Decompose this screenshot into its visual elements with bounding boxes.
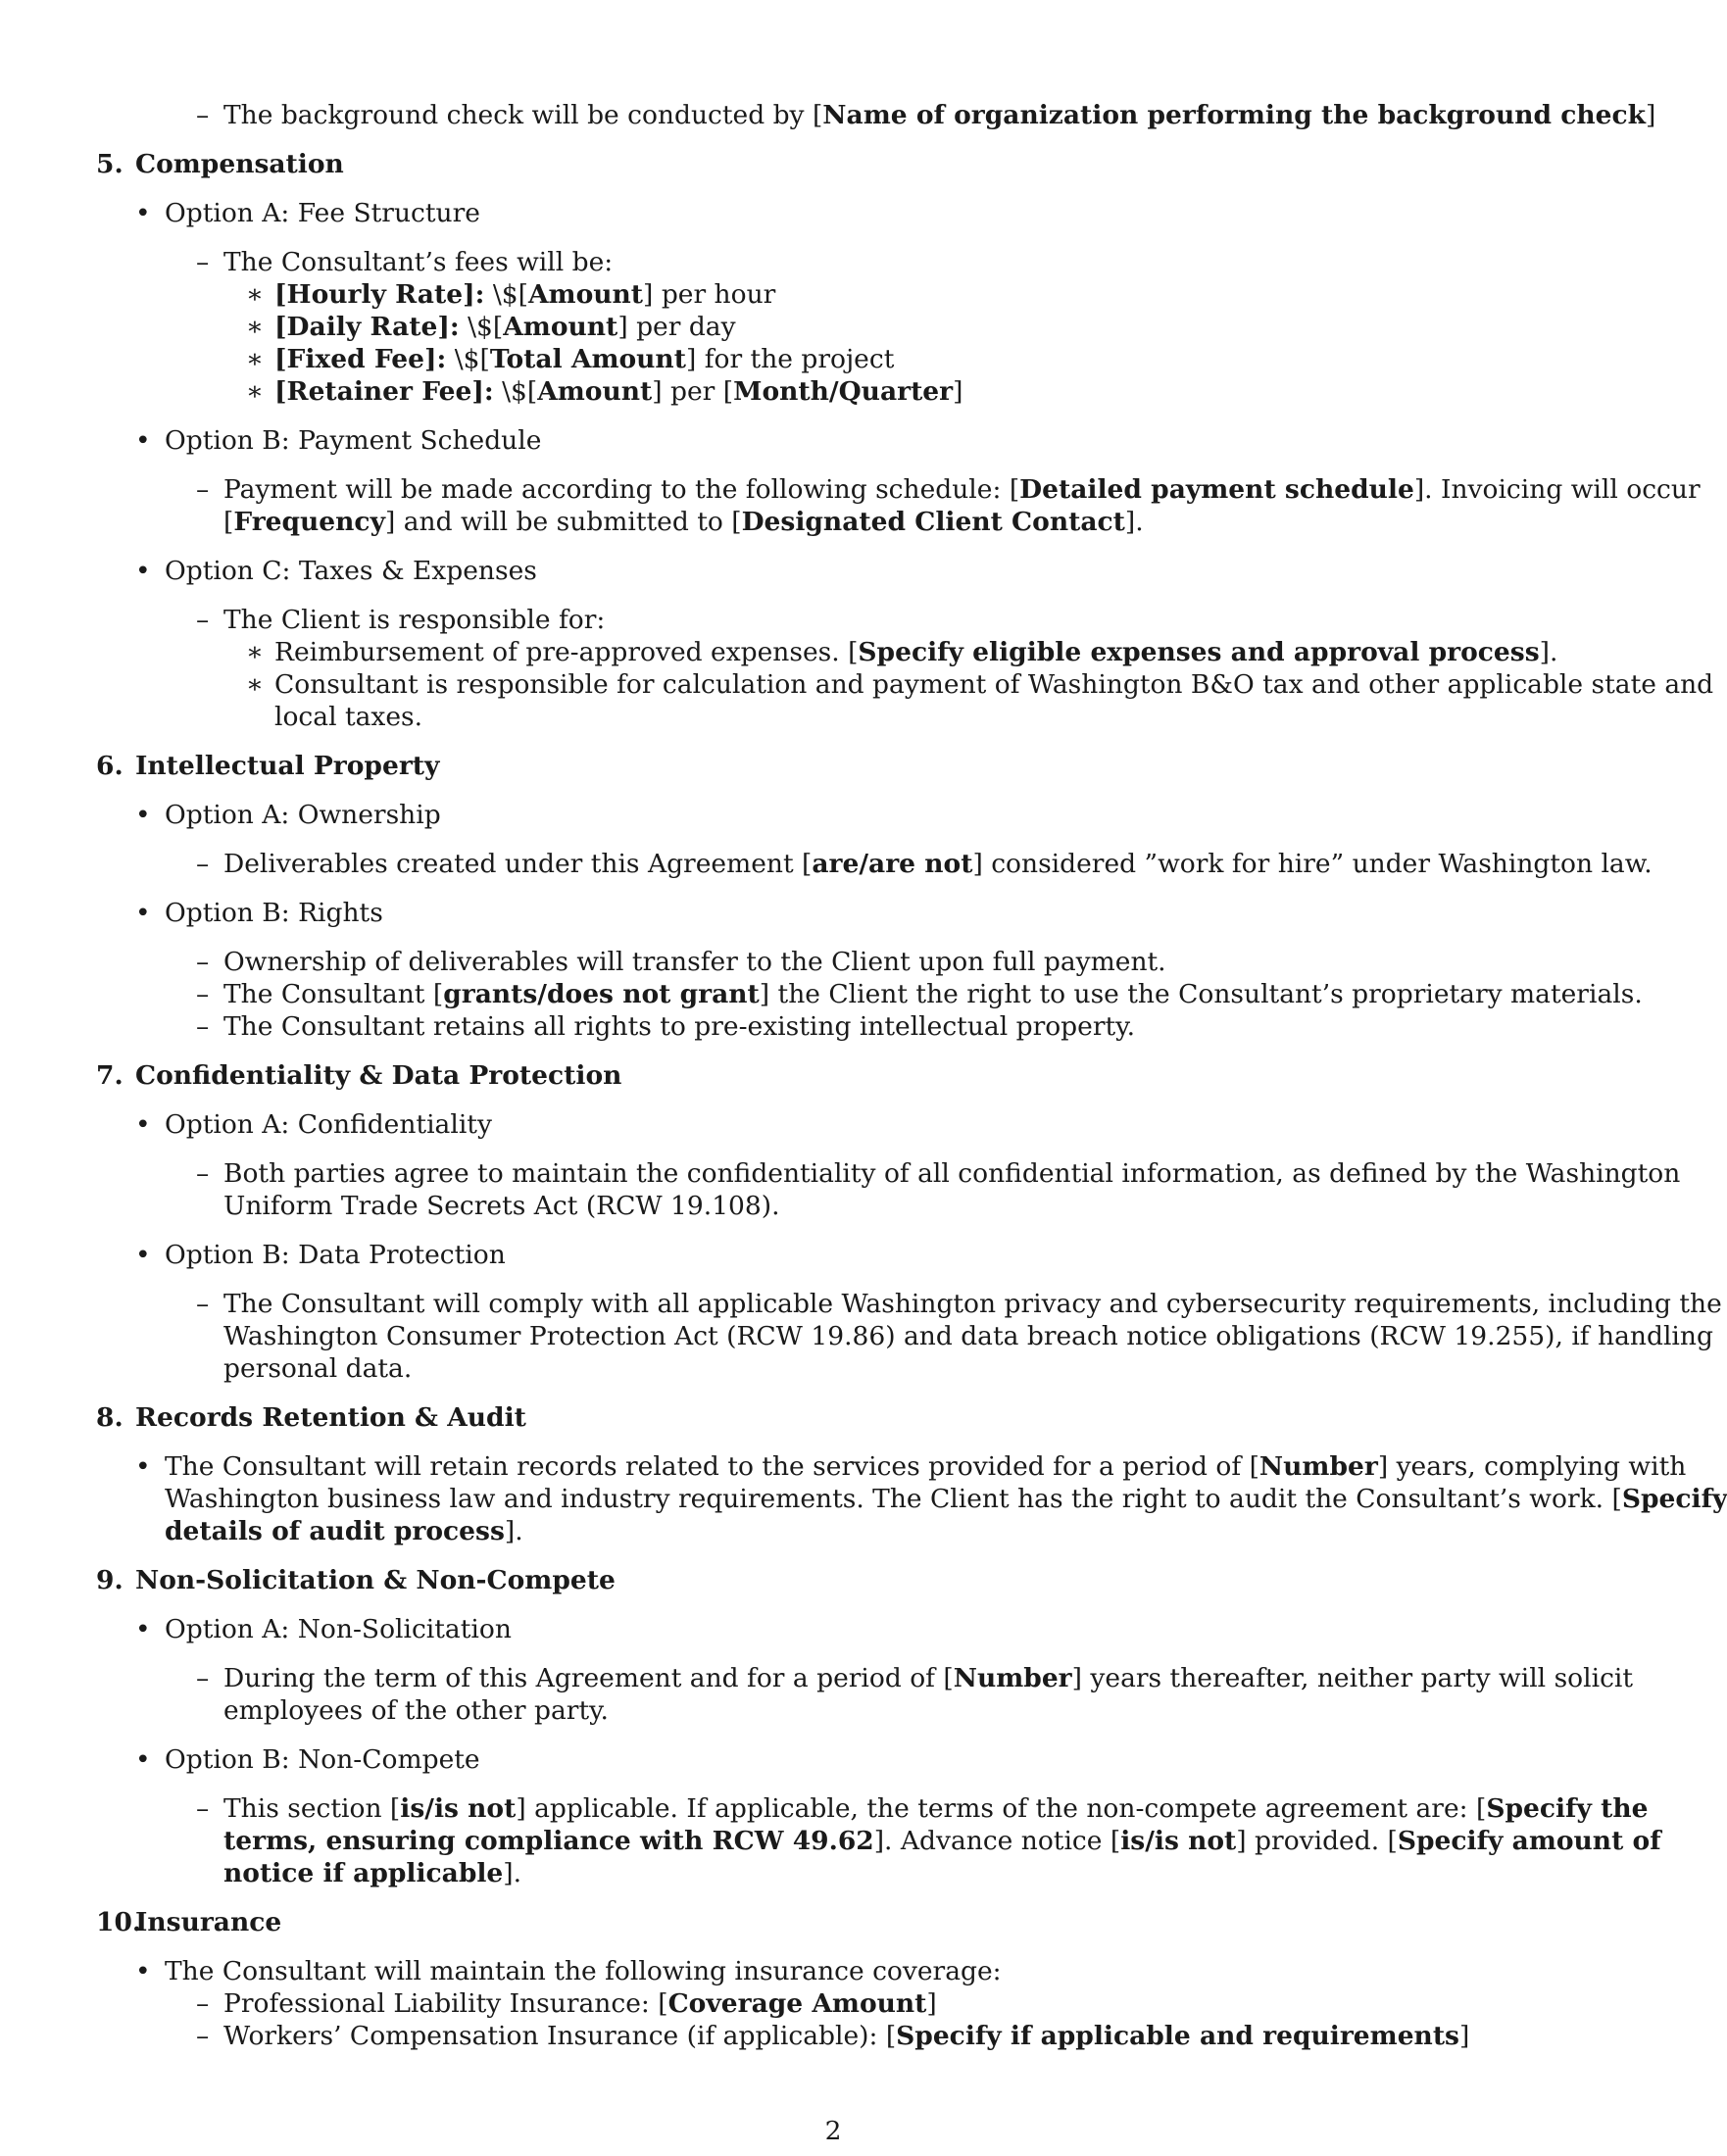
insurance-item: Professional Liability Insurance: [Coverage Amount]	[223, 1988, 937, 2019]
fee-item: [Daily Rate]: \$[Amount] per day	[274, 312, 736, 342]
tax-item-line-1: Consultant is responsible for calculation and payment of Washington B&O tax and other applicable state and	[274, 669, 1714, 700]
non-solicitation-line-1: During the term of this Agreement and for a period of [Number] years thereafter, neither party will solicit	[223, 1663, 1634, 1693]
dash-marker: –	[196, 849, 210, 879]
star-marker: ∗	[246, 344, 265, 374]
insurance-item: Workers’ Compensation Insurance (if applicable): [Specify if applicable and requirements]	[223, 2021, 1470, 2051]
star-marker: ∗	[246, 376, 265, 407]
bullet-marker: •	[135, 800, 151, 830]
rights-item: Ownership of deliverables will transfer to the Client upon full payment.	[223, 947, 1166, 977]
dash-marker: –	[196, 474, 210, 505]
section-6-heading: 6. Intellectual Property	[96, 751, 440, 781]
option-label: Option B: Payment Schedule	[165, 425, 542, 456]
bullet-marker: •	[135, 898, 151, 928]
bullet-marker: •	[135, 198, 151, 228]
bullet-marker: •	[135, 1240, 151, 1270]
dash-marker: –	[196, 1289, 210, 1319]
expenses-item: Reimbursement of pre-approved expenses. [Specify eligible expenses and approval process].	[274, 637, 1558, 667]
dash-marker: –	[196, 1158, 210, 1189]
dash-marker: –	[196, 100, 210, 130]
option-label: Option A: Non-Solicitation	[165, 1614, 512, 1644]
page-number: 2	[824, 2116, 842, 2146]
bullet-marker: •	[135, 1956, 151, 1986]
background-check-item: The background check will be conducted by [Name of organization performing the background check]	[223, 100, 1656, 130]
non-compete-line-1: This section [is/is not] applicable. If applicable, the terms of the non-compete agreement are: [Specify the	[223, 1793, 1649, 1824]
fee-item: [Hourly Rate]: \$[Amount] per hour	[274, 279, 776, 310]
data-protection-line-1: The Consultant will comply with all applicable Washington privacy and cybersecurity requirements, including the	[223, 1289, 1722, 1319]
dash-marker: –	[196, 947, 210, 977]
fees-intro: The Consultant’s fees will be:	[223, 247, 614, 277]
bullet-marker: •	[135, 556, 151, 586]
fee-item: [Fixed Fee]: \$[Total Amount] for the project	[274, 344, 895, 374]
option-label: Option B: Non-Compete	[165, 1744, 480, 1775]
option-label: Option A: Confidentiality	[165, 1109, 492, 1140]
fee-item: [Retainer Fee]: \$[Amount] per [Month/Quarter]	[274, 376, 963, 407]
dash-marker: –	[196, 1663, 210, 1693]
bullet-marker: •	[135, 1109, 151, 1140]
non-compete-line-3: notice if applicable].	[223, 1858, 522, 1888]
section-10-heading: 10.Insurance	[96, 1907, 282, 1937]
client-responsible-intro: The Client is responsible for:	[223, 605, 606, 635]
dash-marker: –	[196, 1793, 210, 1824]
dash-marker: –	[196, 1011, 210, 1042]
dash-marker: –	[196, 247, 210, 277]
section-8-heading: 8. Records Retention & Audit	[96, 1402, 526, 1433]
data-protection-line-2: Washington Consumer Protection Act (RCW 19.86) and data breach notice obligations (RCW 19.255), if handling	[223, 1321, 1713, 1351]
records-line-1: The Consultant will retain records related to the services provided for a period of [Number] years, complying with	[165, 1451, 1687, 1482]
option-label: Option A: Fee Structure	[165, 198, 480, 228]
option-label: Option B: Data Protection	[165, 1240, 506, 1270]
star-marker: ∗	[246, 312, 265, 342]
dash-marker: –	[196, 2021, 210, 2051]
confidentiality-line-1: Both parties agree to maintain the confidentiality of all confidential information, as defined by the Washington	[223, 1158, 1681, 1189]
confidentiality-line-2: Uniform Trade Secrets Act (RCW 19.108).	[223, 1191, 780, 1221]
rights-item: The Consultant retains all rights to pre-existing intellectual property.	[223, 1011, 1136, 1042]
star-marker: ∗	[246, 669, 265, 700]
insurance-intro: The Consultant will maintain the following insurance coverage:	[165, 1956, 1002, 1986]
payment-schedule-line-1: Payment will be made according to the following schedule: [Detailed payment schedule]. Invoicing will occur	[223, 474, 1701, 505]
dash-marker: –	[196, 979, 210, 1009]
data-protection-line-3: personal data.	[223, 1353, 413, 1384]
bullet-marker: •	[135, 425, 151, 456]
non-solicitation-line-2: employees of the other party.	[223, 1695, 609, 1726]
option-label: Option C: Taxes & Expenses	[165, 556, 537, 586]
payment-schedule-line-2: [Frequency] and will be submitted to [Designated Client Contact].	[223, 507, 1144, 537]
bullet-marker: •	[135, 1614, 151, 1644]
records-line-2: Washington business law and industry requirements. The Client has the right to audit the Consultant’s work. [Specify	[165, 1484, 1727, 1514]
dash-marker: –	[196, 1988, 210, 2019]
non-compete-line-2: terms, ensuring compliance with RCW 49.62]. Advance notice [is/is not] provided. [Specify amount of	[223, 1826, 1661, 1856]
star-marker: ∗	[246, 637, 265, 667]
star-marker: ∗	[246, 279, 265, 310]
option-label: Option B: Rights	[165, 898, 383, 928]
section-9-heading: 9. Non-Solicitation & Non-Compete	[96, 1565, 616, 1595]
bullet-marker: •	[135, 1451, 151, 1482]
section-5-heading: 5. Compensation	[96, 149, 344, 179]
work-for-hire-item: Deliverables created under this Agreement [are/are not] considered ”work for hire” under Washington law.	[223, 849, 1653, 879]
option-label: Option A: Ownership	[165, 800, 441, 830]
tax-item-line-2: local taxes.	[274, 702, 423, 732]
section-7-heading: 7. Confidentiality & Data Protection	[96, 1060, 622, 1091]
records-line-3: details of audit process].	[165, 1516, 523, 1546]
rights-item: The Consultant [grants/does not grant] the Client the right to use the Consultant’s proprietary materials.	[223, 979, 1643, 1009]
dash-marker: –	[196, 605, 210, 635]
bullet-marker: •	[135, 1744, 151, 1775]
